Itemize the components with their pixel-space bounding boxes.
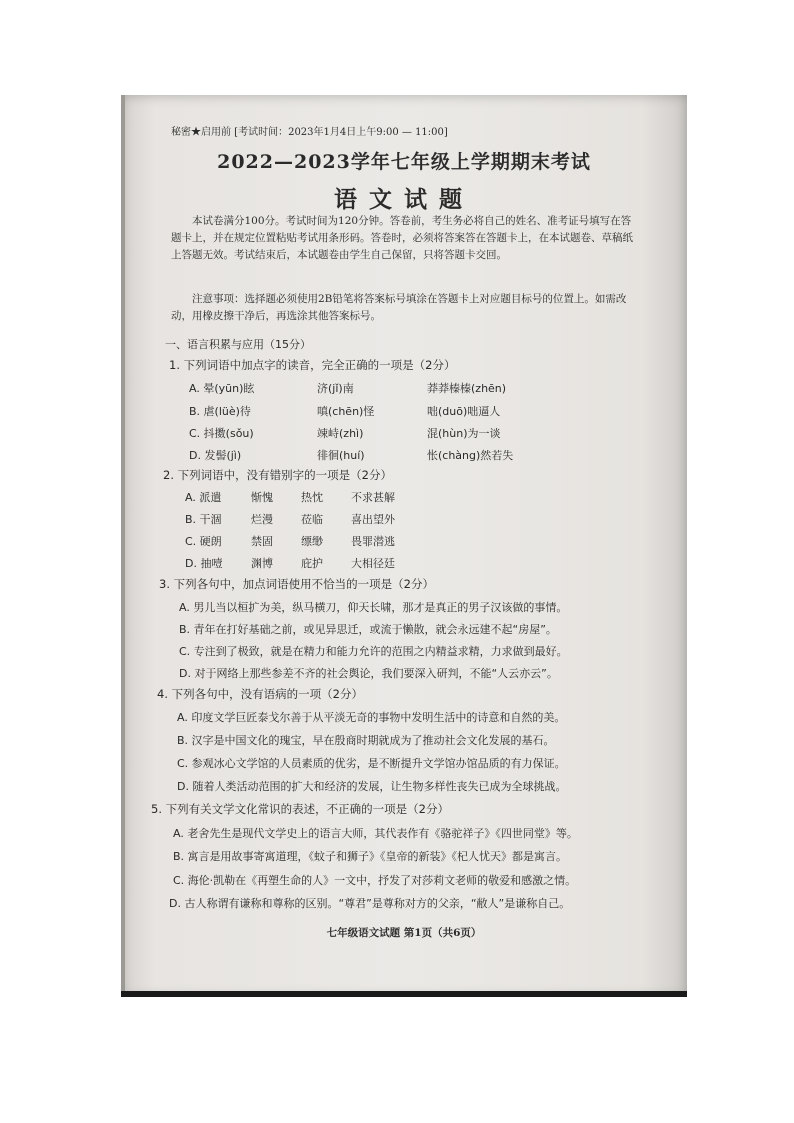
- q4-option-c: C. 参观冰心文学馆的人员素质的优劣，是不断提升文学馆办馆品质的有力保证。: [177, 757, 566, 770]
- q4-option-a: A. 印度文学巨匠泰戈尔善于从平淡无奇的事物中发明生活中的诗意和自然的美。: [177, 711, 566, 724]
- q2-option-d-2: 渊博: [251, 557, 273, 570]
- q2-option-a-3: 热忱: [301, 491, 323, 504]
- question-3-stem: 3. 下列各句中，加点词语使用不恰当的一项是（2分）: [159, 577, 434, 591]
- q1-option-d-3: 怅(chàng)然若失: [427, 449, 514, 462]
- q3-option-d: D. 对于网络上那些参差不齐的社会舆论，我们要深入研判，不能“人云亦云”。: [179, 667, 558, 680]
- instructions-paragraph: 本试卷满分100分。考试时间为120分钟。答卷前，考生务必将自己的姓名、准考证号填写在答题卡上，并在规定位置粘贴考试用条形码。答卷时，必须将答案答在答题卡上，在本试题卷、草稿纸上答题无效。考试结束后，本试题卷由学生自己保留，只将答题卡交回。: [171, 215, 633, 261]
- q2-option-a-4: 不求甚解: [351, 491, 395, 504]
- q2-option-b-1: B. 干涸: [185, 513, 222, 526]
- q1-option-c-3: 混(hùn)为一谈: [427, 427, 501, 440]
- q2-option-c-2: 禁固: [251, 535, 273, 548]
- q1-option-d-1: D. 发髻(jì): [189, 449, 242, 462]
- q2-option-c-1: C. 硬朗: [185, 535, 222, 548]
- exam-subject-title: 语文试题: [334, 186, 474, 213]
- q3-option-a: A. 男儿当以桓扩为美，纵马横刀，仰天长啸，那才是真正的男子汉该做的事情。: [179, 601, 568, 614]
- q2-option-c-3: 缥缈: [301, 535, 323, 548]
- exam-paper-photo: [121, 95, 687, 997]
- q4-option-d: D. 随着人类活动范围的扩大和经济的发展，让生物多样性丧失已成为全球挑战。: [177, 780, 567, 793]
- q1-option-a-2: 济(jǐ)南: [317, 382, 354, 395]
- q4-option-b: B. 汉字是中国文化的瑰宝，早在殷商时期就成为了推动社会文化发展的基石。: [177, 734, 555, 747]
- q3-option-b: B. 青年在打好基础之前，或见异思迁，或流于懒散，就会永远建不起“房屋”。: [179, 623, 557, 636]
- confidential-header: 秘密★启用前 [考试时间：2023年1月4日上午9:00 — 11:00]: [171, 127, 448, 138]
- notice-paragraph: 注意事项：选择题必须使用2B铅笔将答案标号填涂在答题卡上对应题目标号的位置上。如需改动，用橡皮擦干净后，再选涂其他答案标号。: [171, 293, 627, 322]
- q5-option-a: A. 老舍先生是现代文学史上的语言大师，其代表作有《骆驼祥子》《四世同堂》等。: [173, 827, 578, 840]
- q1-option-d-2: 徘徊(huí): [317, 449, 365, 462]
- q1-option-b-3: 咄(duō)咄逼人: [427, 405, 501, 418]
- exam-title: 2022—2023学年七年级上学期期末考试: [217, 151, 591, 173]
- q1-option-b-2: 嗔(chēn)怪: [317, 405, 375, 418]
- question-2-stem: 2. 下列词语中，没有错别字的一项是（2分）: [163, 468, 392, 482]
- q2-option-c-4: 畏罪潜逃: [351, 535, 395, 548]
- q1-option-b-1: B. 虐(lüè)待: [189, 405, 251, 418]
- photo-bottom-edge: [121, 991, 687, 997]
- q2-option-a-2: 惭愧: [251, 491, 273, 504]
- paper-left-edge: [121, 95, 125, 997]
- q1-option-a-3: 莽莽榛榛(zhēn): [427, 382, 507, 395]
- q3-option-c: C. 专注到了极致，就是在精力和能力允许的范围之内精益求精，力求做到最好。: [179, 645, 568, 658]
- q2-option-b-2: 烂漫: [251, 513, 273, 526]
- q1-option-a-1: A. 晕(yūn)眩: [189, 382, 255, 395]
- q5-option-c: C. 海伦·凯勒在《再塑生命的人》一文中，抒发了对莎莉文老师的敬爱和感激之情。: [173, 874, 577, 887]
- section-heading: 一、语言积累与应用（15分）: [165, 338, 311, 351]
- question-1-stem: 1. 下列词语中加点字的读音，完全正确的一项是（2分）: [169, 358, 456, 372]
- q1-option-c-2: 竦峙(zhì): [317, 427, 364, 440]
- question-5-stem: 5. 下列有关文学文化常识的表述，不正确的一项是（2分）: [151, 802, 449, 816]
- question-4-stem: 4. 下列各句中，没有语病的一项（2分）: [157, 687, 363, 701]
- q2-option-b-3: 莅临: [301, 513, 323, 526]
- q2-option-d-3: 庇护: [301, 557, 323, 570]
- q5-option-d: D. 古人称谓有谦称和尊称的区别。“尊君”是尊称对方的父亲，“敝人”是谦称自己。: [169, 897, 571, 910]
- q2-option-d-4: 大相径廷: [351, 557, 395, 570]
- q2-option-b-4: 喜出望外: [351, 513, 395, 526]
- q1-option-c-1: C. 抖擞(sǒu): [189, 427, 254, 440]
- q2-option-d-1: D. 抽噎: [185, 557, 223, 570]
- q2-option-a-1: A. 派遣: [185, 491, 222, 504]
- page-footer: 七年级语文试题 第1页（共6页）: [326, 927, 482, 939]
- q5-option-b: B. 寓言是用故事寄寓道理，《蚊子和狮子》《皇帝的新装》《杞人忧天》都是寓言。: [173, 850, 568, 863]
